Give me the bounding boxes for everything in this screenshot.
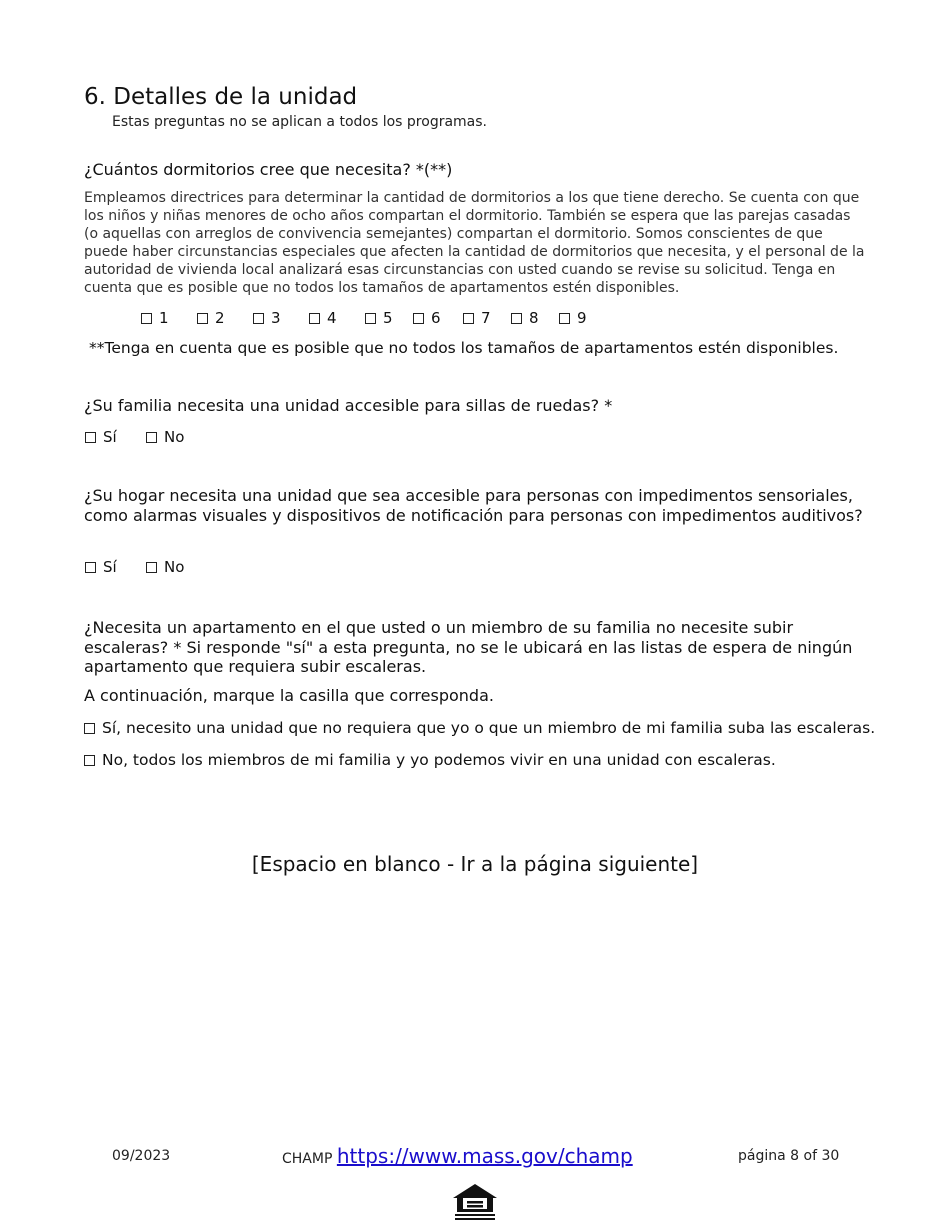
wheelchair-no-option[interactable]: No bbox=[146, 428, 184, 446]
section-subtitle: Estas preguntas no se aplican a todos los programas. bbox=[112, 114, 487, 130]
bedroom-option-6[interactable]: 6 bbox=[413, 309, 441, 327]
champ-link[interactable]: https://www.mass.gov/champ bbox=[336, 1144, 633, 1168]
checkbox[interactable] bbox=[511, 313, 522, 324]
checkbox[interactable] bbox=[253, 313, 264, 324]
checkbox[interactable] bbox=[85, 562, 96, 573]
section-title: 6. Detalles de la unidad bbox=[84, 84, 358, 110]
sensory-question: ¿Su hogar necesita una unidad que sea accesible para personas con impedimentos sensoriales, como alarmas visuales y dispositivos de notificación para personas con impedimentos auditivos? bbox=[84, 486, 863, 525]
stairs-question: ¿Necesita un apartamento en el que usted o un miembro de su familia no necesite subir escaleras? * Si responde "sí" a esta pregunta, no se le ubicará en las listas de espera de ningún apartamento que requiera subir escaleras. bbox=[84, 618, 853, 676]
bedrooms-question: ¿Cuántos dormitorios cree que necesita? *(**) bbox=[84, 160, 453, 179]
bedroom-option-3[interactable]: 3 bbox=[253, 309, 281, 327]
bedroom-option-2[interactable]: 2 bbox=[197, 309, 225, 327]
checkbox[interactable] bbox=[146, 432, 157, 443]
footer-program: CHAMP bbox=[282, 1151, 333, 1167]
checkbox[interactable] bbox=[141, 313, 152, 324]
checkbox[interactable] bbox=[463, 313, 474, 324]
footer-page-number: página 8 of 30 bbox=[738, 1148, 840, 1164]
bedroom-option-1[interactable]: 1 bbox=[141, 309, 169, 327]
checkbox[interactable] bbox=[197, 313, 208, 324]
bedroom-option-9[interactable]: 9 bbox=[559, 309, 587, 327]
stairs-no-option[interactable]: No, todos los miembros de mi familia y yo podemos vivir en una unidad con escaleras. bbox=[84, 751, 776, 769]
sensory-no-option[interactable]: No bbox=[146, 558, 184, 576]
bedrooms-explanation: Empleamos directrices para determinar la cantidad de dormitorios a los que tiene derecho. Se cuenta con que los niños y niñas menores de ocho años compartan el dormitorio. También se espera que las parejas casadas (o aquellas con arreglos de convivencia semejantes) compartan el dormitorio. Somos conscientes de que puede haber circunstancias especiales que afecten la cantidad de dormitorios que necesita, y el personal de la autoridad de vivienda local analizará esas circunstancias con usted cuando se revise su solicitud. Tenga en cuenta que es posible que no todos los tamaños de apartamentos estén disponibles. bbox=[84, 190, 865, 296]
checkbox[interactable] bbox=[146, 562, 157, 573]
footer-date: 09/2023 bbox=[112, 1148, 171, 1164]
wheelchair-question: ¿Su familia necesita una unidad accesible para sillas de ruedas? * bbox=[84, 396, 613, 415]
bedroom-option-4[interactable]: 4 bbox=[309, 309, 337, 327]
checkbox[interactable] bbox=[365, 313, 376, 324]
blank-space-notice: [Espacio en blanco - Ir a la página siguiente] bbox=[251, 852, 699, 876]
stairs-yes-option[interactable]: Sí, necesito una unidad que no requiera que yo o que un miembro de mi familia suba las escaleras. bbox=[84, 719, 875, 737]
bedroom-option-8[interactable]: 8 bbox=[511, 309, 539, 327]
apartment-size-note: **Tenga en cuenta que es posible que no todos los tamaños de apartamentos estén disponibles. bbox=[89, 339, 839, 357]
checkbox[interactable] bbox=[84, 755, 95, 766]
checkbox[interactable] bbox=[84, 723, 95, 734]
footer-program-link bbox=[282, 1144, 633, 1168]
checkbox[interactable] bbox=[559, 313, 570, 324]
sensory-yes-option[interactable]: Sí bbox=[85, 558, 117, 576]
equal-housing-opportunity-icon bbox=[451, 1182, 499, 1222]
checkbox[interactable] bbox=[85, 432, 96, 443]
bedroom-option-5[interactable]: 5 bbox=[365, 309, 393, 327]
bedroom-option-7[interactable]: 7 bbox=[463, 309, 491, 327]
stairs-instruction: A continuación, marque la casilla que corresponda. bbox=[84, 686, 494, 705]
wheelchair-yes-option[interactable]: Sí bbox=[85, 428, 117, 446]
checkbox[interactable] bbox=[413, 313, 424, 324]
checkbox[interactable] bbox=[309, 313, 320, 324]
